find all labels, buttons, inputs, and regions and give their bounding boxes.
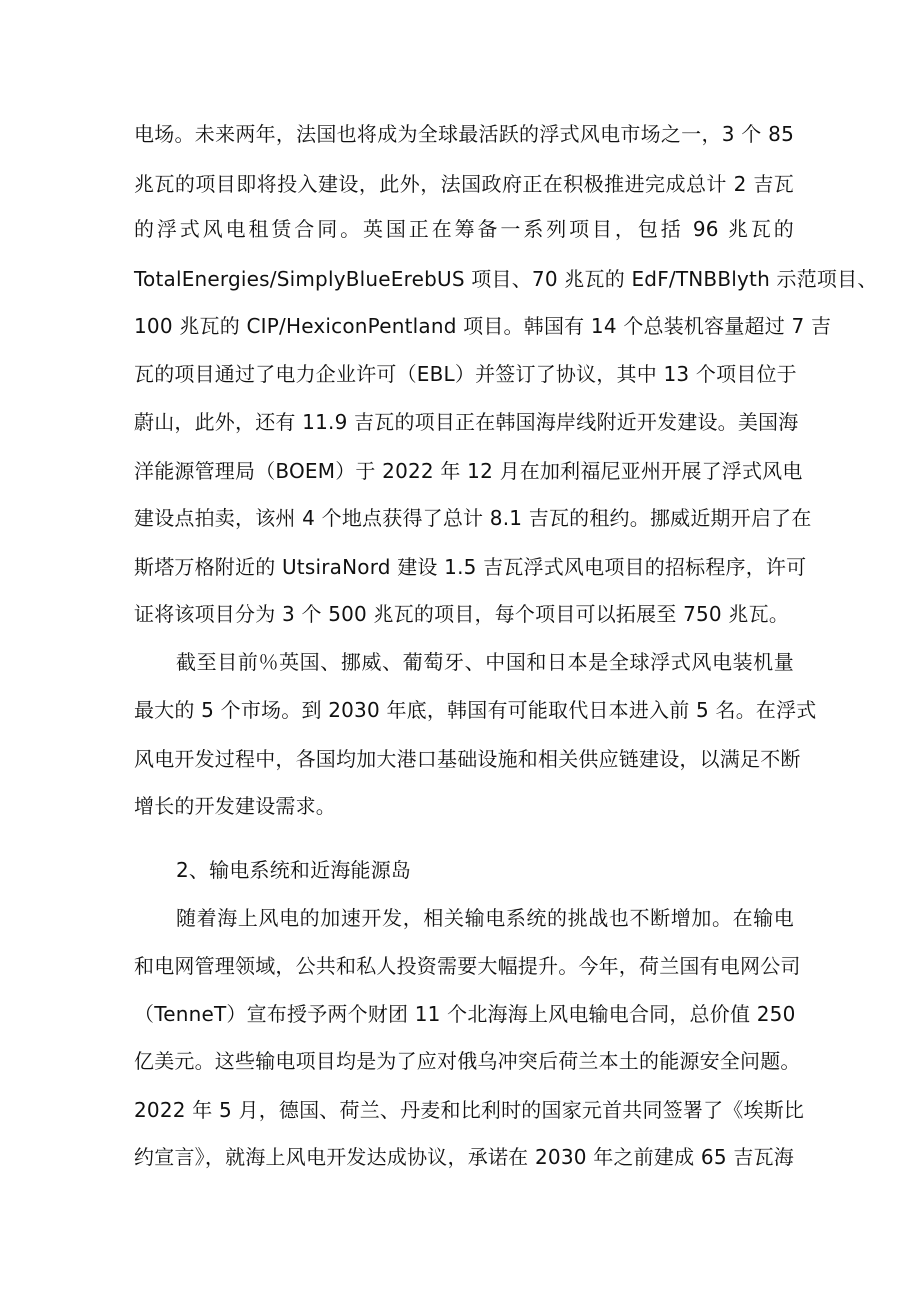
paragraph-line: 随着海上风电的加速开发，相关输电系统的挑战也不断增加。在输电: [176, 906, 794, 930]
paragraph-line: 瓦的项目通过了电力企业许可（EBL）并签订了协议，其中 13 个项目位于: [134, 362, 797, 386]
paragraph-line: 和电网管理领域，公共和私人投资需要大幅提升。今年，荷兰国有电网公司: [134, 954, 801, 978]
paragraph-line: （TenneT）宣布授予两个财团 11 个北海海上风电输电合同，总价值 250: [134, 1002, 796, 1026]
paragraph-line: 洋能源管理局（BOEM）于 2022 年 12 月在加利福尼亚州开展了浮式风电: [134, 459, 803, 483]
paragraph-line: 亿美元。这些输电项目均是为了应对俄乌冲突后荷兰本土的能源安全问题。: [134, 1049, 801, 1073]
paragraph-line: 建设点拍卖，该州 4 个地点获得了总计 8.1 吉瓦的租约。挪威近期开启了在: [134, 506, 812, 530]
paragraph-line: 兆瓦的项目即将投入建设，此外，法国政府正在积极推进完成总计 2 吉瓦: [134, 172, 794, 196]
paragraph-line: TotalEnergies/SimplyBlueErebUS 项目、70 兆瓦的 EdF/TNBBlyth 示范项目、: [134, 267, 878, 291]
paragraph-line: 增长的开发建设需求。: [134, 794, 336, 818]
paragraph-line: 证将该项目分为 3 个 500 兆瓦的项目，每个项目可以拓展至 750 兆瓦。: [134, 602, 790, 626]
paragraph-line: 截至目前％英国、挪威、葡萄牙、中国和日本是全球浮式风电装机量: [176, 650, 794, 674]
paragraph-line: 2022 年 5 月，德国、荷兰、丹麦和比利时的国家元首共同签署了《埃斯比: [134, 1098, 805, 1122]
paragraph-line: 最大的 5 个市场。到 2030 年底，韩国有可能取代日本进入前 5 名。在浮式: [134, 698, 817, 722]
section-heading: 2、输电系统和近海能源岛: [176, 858, 412, 882]
paragraph-line: 电场。未来两年，法国也将成为全球最活跃的浮式风电市场之一，3 个 85: [134, 122, 794, 146]
paragraph-line: 风电开发过程中，各国均加大港口基础设施和相关供应链建设，以满足不断: [134, 747, 801, 771]
paragraph-line: 约宣言》，就海上风电开发达成协议，承诺在 2030 年之前建成 65 吉瓦海: [134, 1145, 794, 1169]
paragraph-line: 100 兆瓦的 CIP/HexiconPentland 项目。韩国有 14 个总装机容量超过 7 吉: [134, 314, 832, 338]
paragraph-line: 斯塔万格附近的 UtsiraNord 建设 1.5 吉瓦浮式风电项目的招标程序，许可: [134, 555, 807, 579]
paragraph-line: 蔚山，此外，还有 11.9 吉瓦的项目正在韩国海岸线附近开发建设。美国海: [134, 410, 799, 434]
paragraph-line: 的浮式风电租赁合同。英国正在筹备一系列项目，包括 96 兆瓦的: [134, 217, 794, 241]
